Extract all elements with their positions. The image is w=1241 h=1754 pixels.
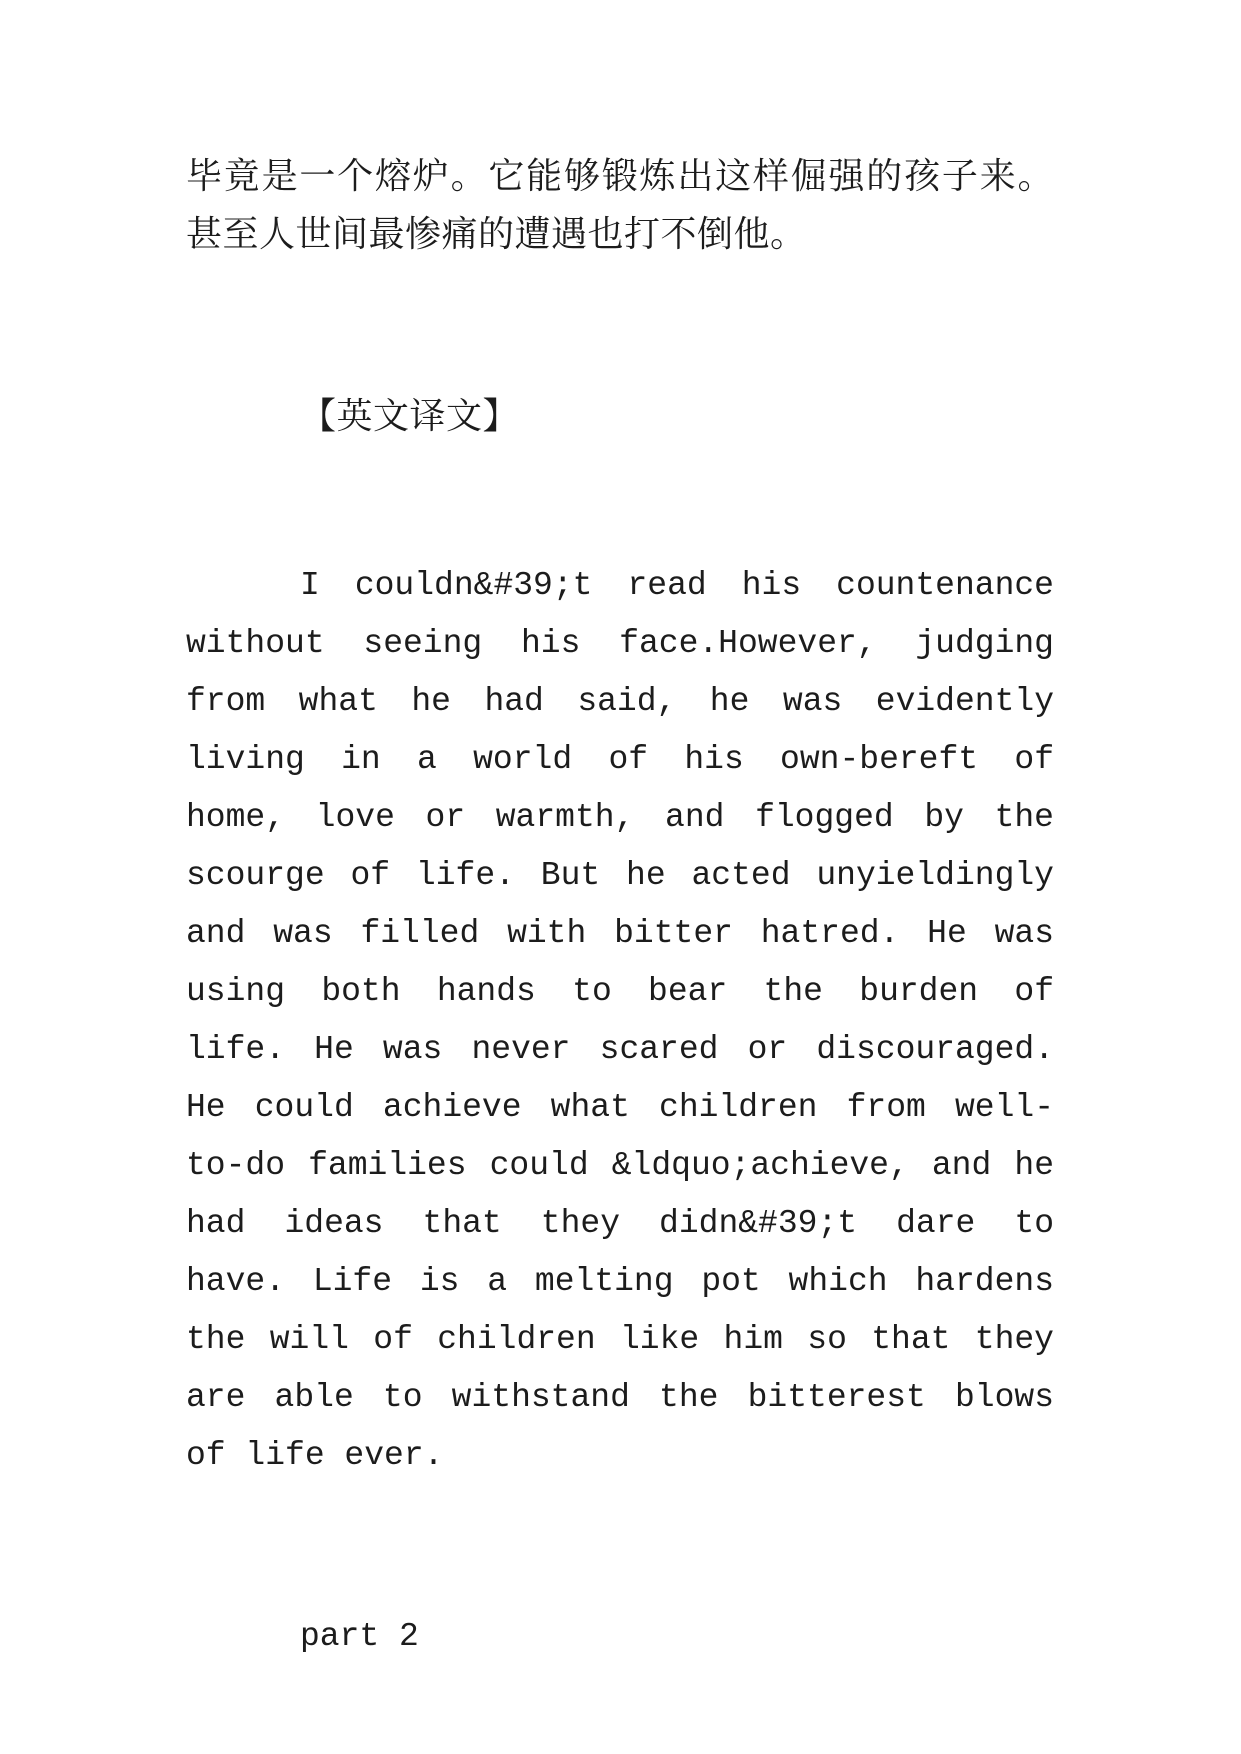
chinese-paragraph: 毕竟是一个熔炉。它能够锻炼出这样倔强的孩子来。甚至人世间最惨痛的遭遇也打不倒他。	[186, 156, 1054, 254]
english-translation-paragraph: I couldn&#39;t read his countenance without seeing his face.However, judging from what he had said, he was evidently living in a world of his own-bereft of home, love or warmth, and flogged by the scourge of life. But he acted unyieldingly and was filled with bitter hatred. He was using both hands to bear the burden of life. He was never scared or discouraged. He could achieve what children from well-to-do families could &ldquo;achieve, and he had ideas that they didn&#39;t dare to have. Life is a melting pot which hardens the will of children like him so that they are able to withstand the bitterest blows of life ever.	[186, 567, 1054, 1474]
section-header-english-translation: 【英文译文】	[300, 396, 520, 436]
part-label: part 2	[300, 1618, 419, 1655]
